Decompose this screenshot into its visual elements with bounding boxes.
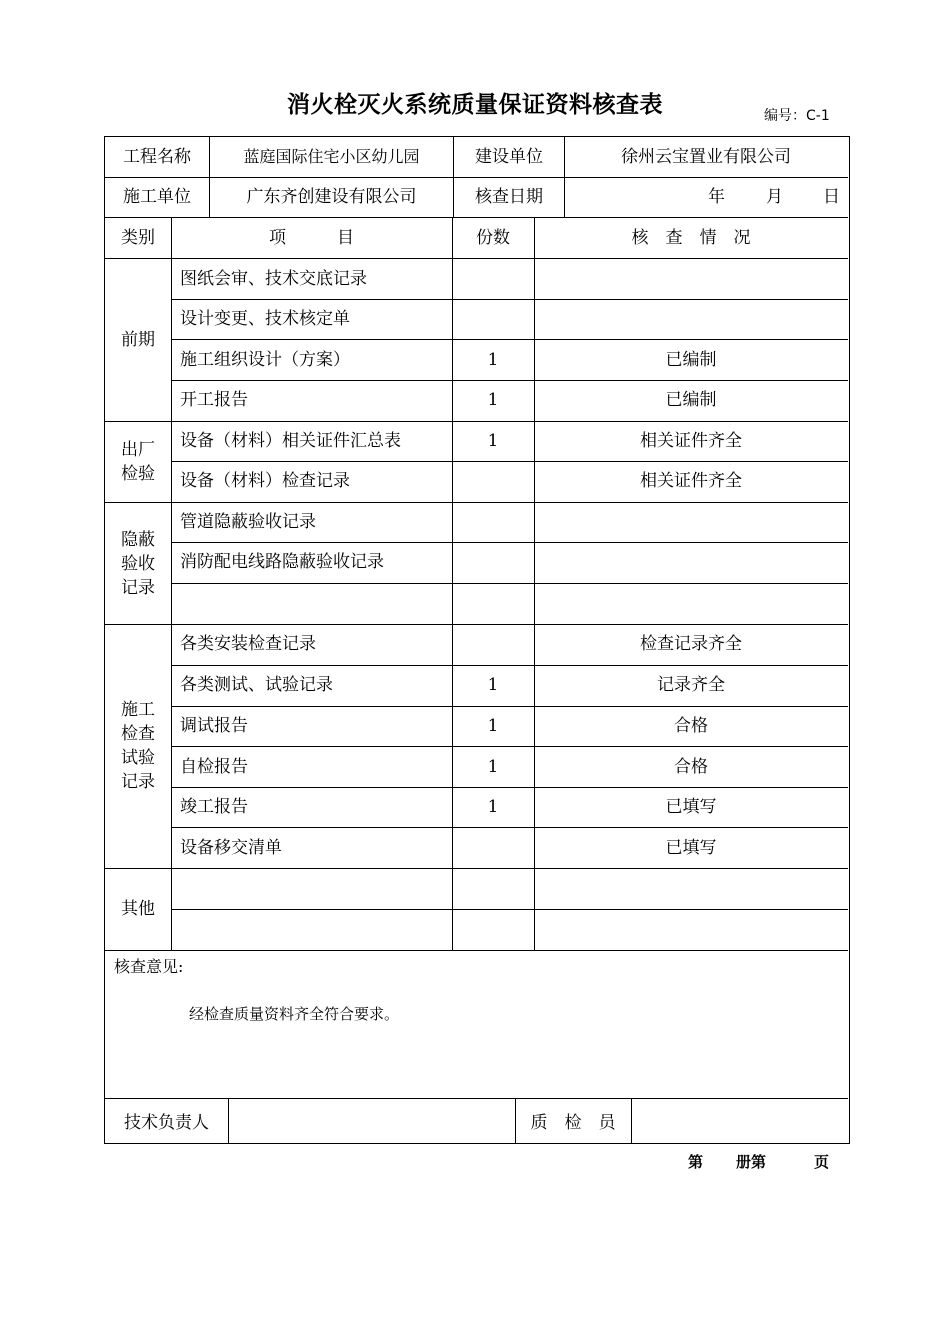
- category-concealed: [105, 503, 171, 624]
- item-text: 管道隐蔽验收记录: [180, 512, 316, 532]
- copies-value: 1: [487, 797, 499, 817]
- contractor-label: 施工单位: [123, 187, 191, 207]
- row-divider: [105, 258, 848, 259]
- item-text: 设备移交清单: [180, 838, 282, 858]
- category-text: 检验: [121, 464, 155, 484]
- check-date-label: 核查日期: [475, 187, 543, 207]
- row-divider: [171, 299, 848, 300]
- category-text: 施工: [121, 700, 155, 720]
- category-text: 试验: [121, 748, 155, 768]
- status-value: 已编制: [665, 390, 717, 410]
- opinion-label: 核查意见:: [114, 957, 184, 976]
- row-divider: [105, 950, 848, 951]
- row-divider: [105, 868, 848, 869]
- column-divider: [171, 217, 172, 950]
- owner-value: 徐州云宝置业有限公司: [621, 147, 791, 167]
- category-early: [105, 259, 171, 421]
- category-text: 隐蔽: [121, 529, 155, 550]
- copies-value: 1: [487, 390, 499, 410]
- tech-lead-label: 技术负责人: [124, 1113, 209, 1133]
- item-text: 调试报告: [180, 716, 248, 736]
- row-divider: [105, 177, 848, 178]
- column-divider: [534, 217, 535, 950]
- row-divider: [171, 380, 848, 381]
- row-divider: [171, 461, 848, 462]
- footer-volume-prefix: 第: [688, 1153, 704, 1171]
- copies-value: 1: [487, 431, 499, 451]
- contractor-value: 广东齐创建设有限公司: [246, 187, 417, 207]
- item-text: 各类测试、试验记录: [180, 675, 333, 695]
- category-text: 出厂: [121, 440, 155, 460]
- inspector-label: 质 检 员: [530, 1113, 616, 1133]
- date-year: 年: [708, 187, 725, 207]
- date-day: 日: [823, 187, 840, 207]
- column-status: 核 查 情 况: [631, 228, 751, 248]
- column-divider: [228, 1098, 229, 1144]
- category-text: 其他: [121, 899, 155, 919]
- item-text: 设备（材料）相关证件汇总表: [180, 431, 401, 451]
- row-divider: [171, 909, 848, 910]
- document-code: 编号：C-1: [764, 108, 830, 124]
- category-other: [105, 868, 171, 950]
- footer-volume-mid: 册第: [736, 1153, 767, 1171]
- owner-label: 建设单位: [475, 147, 543, 167]
- inspection-table: [104, 136, 850, 1144]
- status-value: 已填写: [665, 797, 717, 817]
- row-divider: [171, 339, 848, 340]
- status-value: 记录齐全: [657, 675, 725, 695]
- category-text: 记录: [121, 772, 155, 792]
- status-value: 已填写: [665, 838, 717, 858]
- column-divider: [452, 217, 453, 950]
- row-divider: [171, 583, 848, 584]
- column-divider: [631, 1098, 632, 1144]
- column-divider: [564, 137, 565, 217]
- item-text: 设计变更、技术核定单: [180, 309, 350, 329]
- column-item: 项 目: [269, 228, 354, 248]
- column-divider: [209, 137, 210, 217]
- row-divider: [171, 542, 848, 543]
- status-value: 相关证件齐全: [640, 431, 742, 451]
- column-copies: 份数: [476, 228, 510, 248]
- category-text: 验收: [121, 553, 155, 574]
- column-divider: [453, 137, 454, 217]
- item-text: 开工报告: [180, 390, 248, 410]
- copies-value: 1: [487, 675, 499, 695]
- status-value: 合格: [674, 716, 708, 736]
- item-text: 设备（材料）检查记录: [180, 471, 350, 491]
- document-title: 消火栓灭火系统质量保证资料核查表: [287, 92, 663, 118]
- category-factory: [105, 421, 171, 503]
- status-value: 合格: [674, 757, 708, 777]
- row-divider: [105, 1098, 848, 1099]
- item-text: 施工组织设计（方案）: [180, 350, 350, 370]
- row-divider: [105, 217, 848, 218]
- project-name-value: 蓝庭国际住宅小区幼儿园: [243, 147, 420, 166]
- row-divider: [105, 421, 848, 422]
- row-divider: [171, 787, 848, 788]
- date-month: 月: [766, 187, 783, 207]
- category-construction: [105, 624, 171, 868]
- item-text: 各类安装检查记录: [180, 634, 316, 654]
- opinion-text: 经检查质量资料齐全符合要求。: [189, 1005, 400, 1023]
- copies-value: 1: [487, 350, 499, 370]
- status-value: 已编制: [665, 350, 717, 370]
- row-divider: [171, 746, 848, 747]
- category-text: 前期: [121, 330, 155, 350]
- project-name-label: 工程名称: [123, 147, 191, 167]
- row-divider: [105, 502, 848, 503]
- item-text: 图纸会审、技术交底记录: [180, 269, 367, 289]
- column-divider: [515, 1098, 516, 1144]
- category-text: 检查: [121, 724, 155, 744]
- item-text: 自检报告: [180, 757, 248, 777]
- copies-value: 1: [487, 716, 499, 736]
- column-category: 类别: [121, 228, 155, 248]
- status-value: 相关证件齐全: [640, 471, 742, 491]
- item-text: 消防配电线路隐蔽验收记录: [180, 552, 384, 572]
- status-value: 检查记录齐全: [640, 634, 742, 654]
- row-divider: [171, 665, 848, 666]
- footer-page-suffix: 页: [814, 1153, 830, 1171]
- row-divider: [171, 706, 848, 707]
- row-divider: [171, 827, 848, 828]
- item-text: 竣工报告: [180, 797, 248, 817]
- copies-value: 1: [487, 757, 499, 777]
- category-text: 记录: [121, 577, 155, 598]
- row-divider: [105, 624, 848, 625]
